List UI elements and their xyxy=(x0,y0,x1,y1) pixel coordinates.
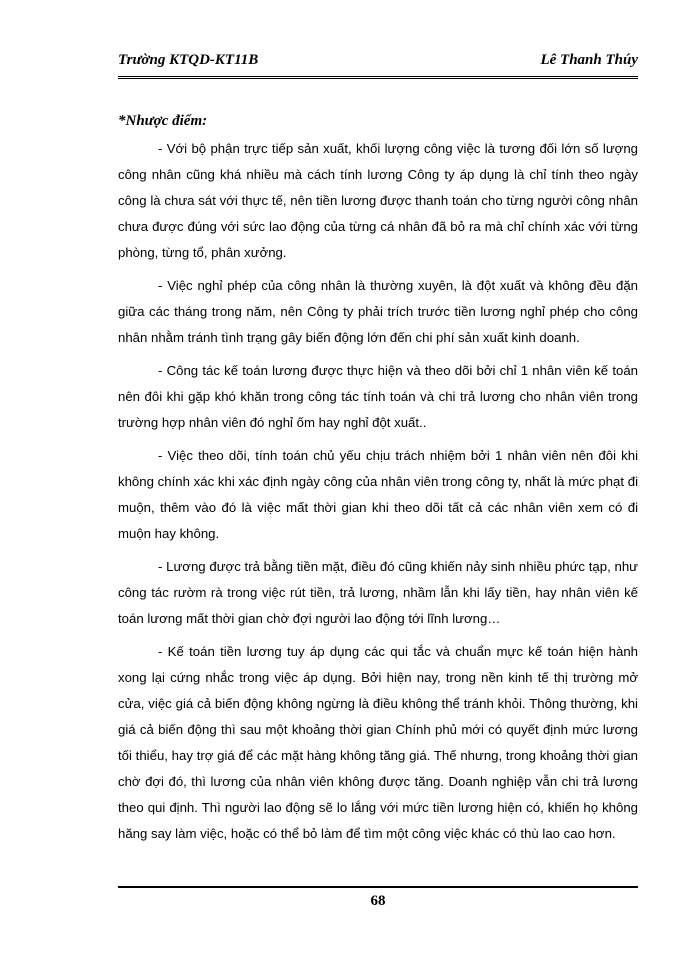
paragraph-5: - Lương được trả bằng tiền mặt, điều đó cũng khiến nảy sinh nhiều phức tạp, như công tác rườm rà trong việc rút tiền, trả lương, nhầm lẫn khi lấy tiền, hay nhân viên kế toán lương mất thời gian chờ đợi người lao động tới lĩnh lương… xyxy=(118,559,638,626)
page-number: 68 xyxy=(370,893,386,909)
header-school: Trường KTQD-KT11B xyxy=(118,52,259,68)
page-header xyxy=(118,48,638,79)
paragraph-2: - Việc nghỉ phép của công nhân là thường xuyên, là đột xuất và không đều đặn giữa các tháng trong năm, nên Công ty phải trích trước tiền lương nghỉ phép cho công nhân nhằm tránh tình trạng gây biến động lớn đến chi phí sản xuất kinh doanh. xyxy=(118,278,638,345)
header-author: Lê Thanh Thúy xyxy=(540,52,638,68)
section-title: *Nhược điểm: xyxy=(118,113,208,129)
paragraph-6: - Kế toán tiền lương tuy áp dụng các qui tắc và chuẩn mực kế toán hiện hành xong lại cứng nhắc trong việc áp dụng. Bởi hiện nay, trong nền kinh tế thị trường mở cửa, việc giá cả biến động không ngừng là điều không thể tránh khỏi. Thông thường, khi giá cả biến động thì sau một khoảng thời gian Chính phủ mới có quyết định mức lương tối thiểu, hay trợ giá để các mặt hàng không tăng giá. Thế nhưng, trong khoảng thời gian chờ đợi đó, thì lương của nhân viên không được tăng. Doanh nghiệp vẫn chi trả lương theo qui định. Thì người lao động sẽ lo lắng với mức tiền lương hiện có, khiến họ không hăng say làm việc, hoặc có thể bỏ làm để tìm một công việc khác có thù lao cao hơn. xyxy=(118,644,638,841)
page-footer xyxy=(118,886,638,910)
paragraph-4: - Việc theo dõi, tính toán chủ yếu chịu trách nhiệm bởi 1 nhân viên nên đôi khi không chính xác khi xác định ngày công của nhân viên trong công ty, nhất là mức phạt đi muộn, thêm vào đó là việc mất thời gian khi theo dõi tất cả các nhân viên xem có đi muộn hay không. xyxy=(118,448,638,541)
document-body xyxy=(118,108,638,854)
paragraph-1: - Với bộ phận trực tiếp sản xuất, khối lượng công việc là tương đối lớn số lượng công nhân cũng khá nhiều mà cách tính lương Công ty áp dụng là chỉ tính theo ngày công là chưa sát với thực tế, nên tiền lương được thanh toán cho từng người công nhân chưa được đúng với sức lao động của từng cá nhân đã bỏ ra mà chỉ chính xác với từng phòng, từng tổ, phân xưởng. xyxy=(118,141,638,260)
paragraph-3: - Công tác kế toán lương được thực hiện và theo dõi bởi chỉ 1 nhân viên kế toán nên đôi khi gặp khó khăn trong công tác tính toán và chi trả lương cho nhân viên trong trường hợp nhân viên đó nghỉ ốm hay nghỉ đột xuất.. xyxy=(118,363,638,430)
